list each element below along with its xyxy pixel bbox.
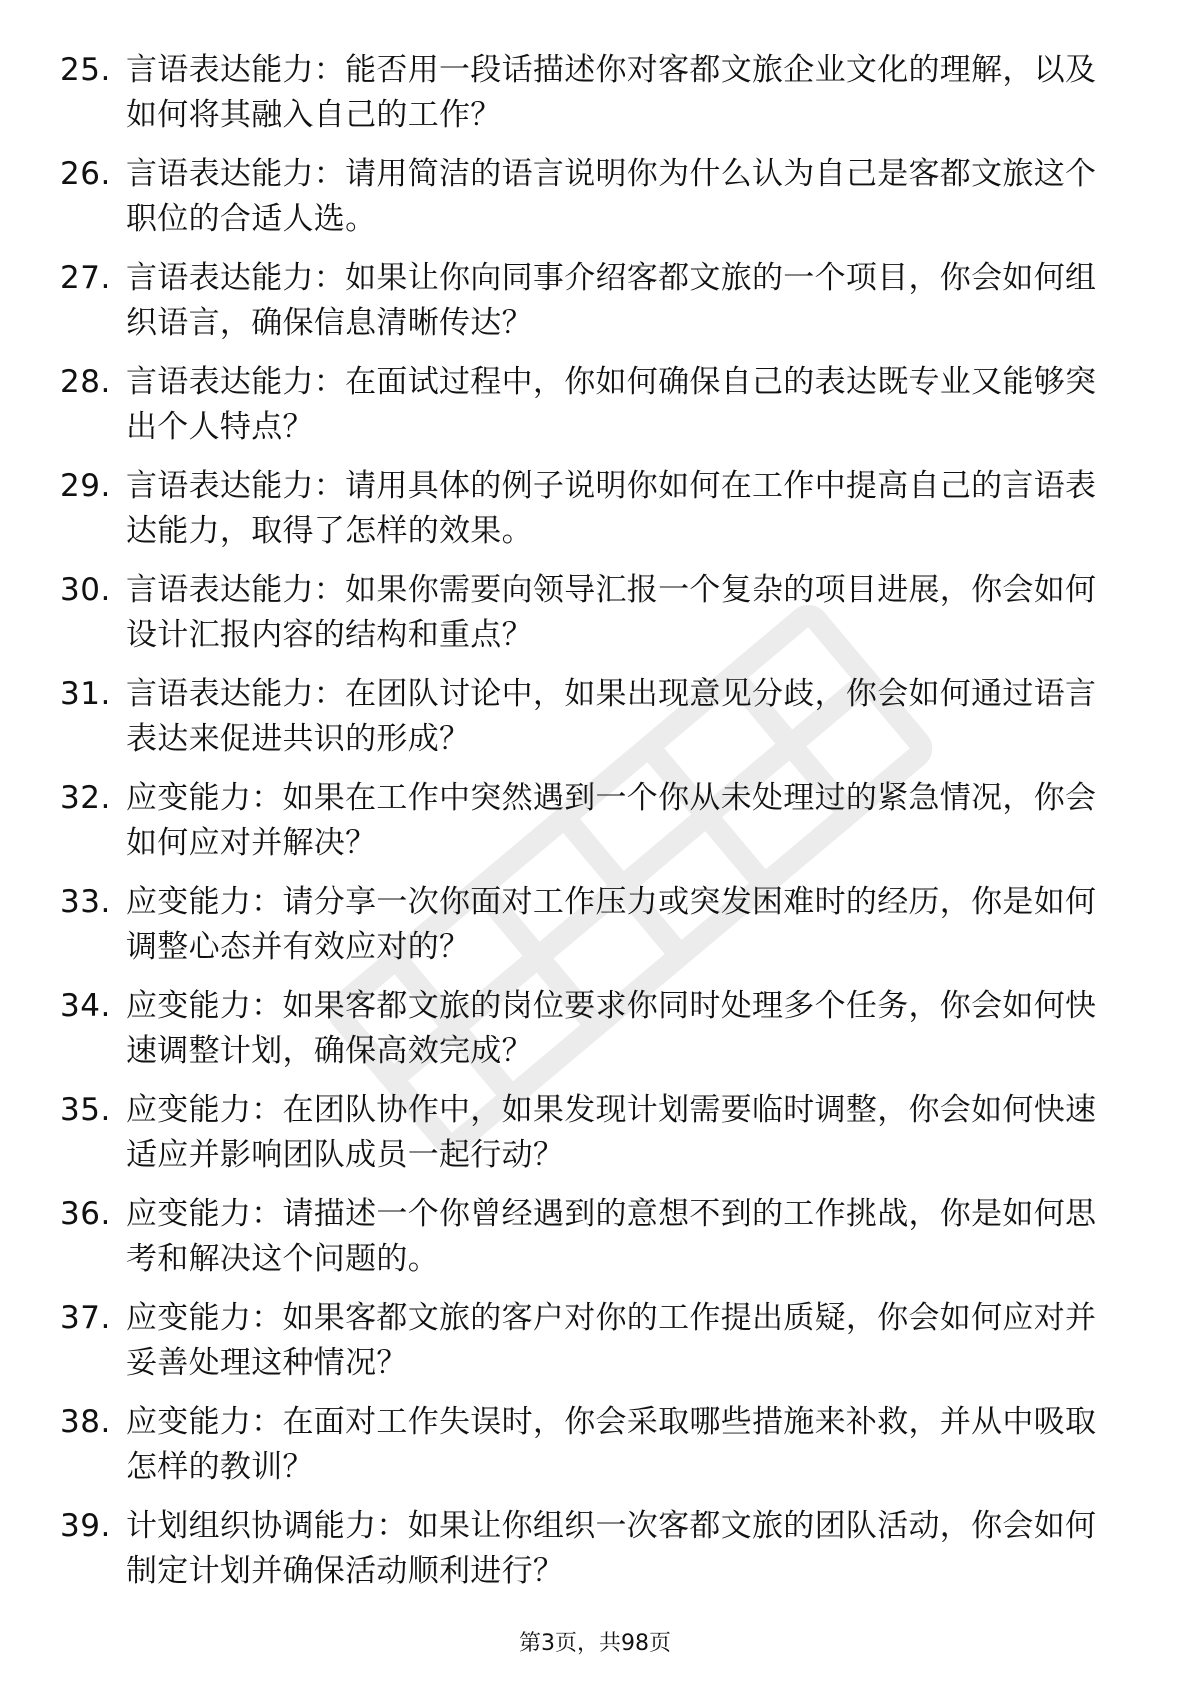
list-item bbox=[60, 1504, 1120, 1608]
question-number: 25. bbox=[60, 52, 111, 88]
question-text: 应变能力：如果客都文旅的客户对你的工作提出质疑，你会如何应对并妥善处理这种情况？ bbox=[126, 1300, 1097, 1381]
question-text: 应变能力：在团队协作中，如果发现计划需要临时调整，你会如何快速适应并影响团队成员一起行动？ bbox=[126, 1092, 1097, 1173]
list-item bbox=[60, 152, 1120, 256]
question-text: 言语表达能力：在团队讨论中，如果出现意见分歧，你会如何通过语言表达来促进共识的形成？ bbox=[126, 676, 1097, 757]
question-number: 37. bbox=[60, 1300, 111, 1336]
question-number: 35. bbox=[60, 1092, 111, 1128]
question-text: 应变能力：在面对工作失误时，你会采取哪些措施来补救，并从中吸取怎样的教训？ bbox=[126, 1404, 1097, 1485]
list-item bbox=[60, 1296, 1120, 1400]
question-text: 应变能力：如果在工作中突然遇到一个你从未处理过的紧急情况，你会如何应对并解决？ bbox=[126, 780, 1097, 861]
list-item bbox=[60, 256, 1120, 360]
question-text: 言语表达能力：在面试过程中，你如何确保自己的表达既专业又能够突出个人特点？ bbox=[126, 364, 1097, 445]
question-number: 38. bbox=[60, 1404, 111, 1440]
list-item bbox=[60, 880, 1120, 984]
list-item bbox=[60, 464, 1120, 568]
question-number: 27. bbox=[60, 260, 111, 296]
question-text: 应变能力：如果客都文旅的岗位要求你同时处理多个任务，你会如何快速调整计划，确保高效完成？ bbox=[126, 988, 1097, 1069]
question-number: 34. bbox=[60, 988, 111, 1024]
question-number: 32. bbox=[60, 780, 111, 816]
question-text: 应变能力：请描述一个你曾经遇到的意想不到的工作挑战，你是如何思考和解决这个问题的。 bbox=[126, 1196, 1097, 1277]
question-text: 言语表达能力：请用简洁的语言说明你为什么认为自己是客都文旅这个职位的合适人选。 bbox=[126, 156, 1097, 237]
question-number: 28. bbox=[60, 364, 111, 400]
question-number: 39. bbox=[60, 1508, 111, 1544]
question-text: 计划组织协调能力：如果让你组织一次客都文旅的团队活动，你会如何制定计划并确保活动顺利进行？ bbox=[126, 1508, 1097, 1589]
question-number: 31. bbox=[60, 676, 111, 712]
list-item bbox=[60, 984, 1120, 1088]
question-text: 言语表达能力：如果让你向同事介绍客都文旅的一个项目，你会如何组织语言，确保信息清晰传达？ bbox=[126, 260, 1097, 341]
list-item bbox=[60, 568, 1120, 672]
question-text: 言语表达能力：能否用一段话描述你对客都文旅企业文化的理解，以及如何将其融入自己的工作？ bbox=[126, 52, 1097, 133]
list-item bbox=[60, 1192, 1120, 1296]
list-item bbox=[60, 1400, 1120, 1504]
list-item bbox=[60, 776, 1120, 880]
question-text: 言语表达能力：请用具体的例子说明你如何在工作中提高自己的言语表达能力，取得了怎样的效果。 bbox=[126, 468, 1097, 549]
list-item bbox=[60, 1088, 1120, 1192]
question-list bbox=[60, 48, 1120, 1608]
list-item bbox=[60, 672, 1120, 776]
question-text: 言语表达能力：如果你需要向领导汇报一个复杂的项目进展，你会如何设计汇报内容的结构和重点？ bbox=[126, 572, 1097, 653]
question-text: 应变能力：请分享一次你面对工作压力或突发困难时的经历，你是如何调整心态并有效应对的？ bbox=[126, 884, 1097, 965]
question-number: 29. bbox=[60, 468, 111, 504]
page-number-footer: 第3页，共98页 bbox=[519, 1631, 671, 1656]
question-number: 33. bbox=[60, 884, 111, 920]
question-number: 30. bbox=[60, 572, 111, 608]
question-number: 26. bbox=[60, 156, 111, 192]
list-item bbox=[60, 360, 1120, 464]
question-number: 36. bbox=[60, 1196, 111, 1232]
list-item bbox=[60, 48, 1120, 152]
